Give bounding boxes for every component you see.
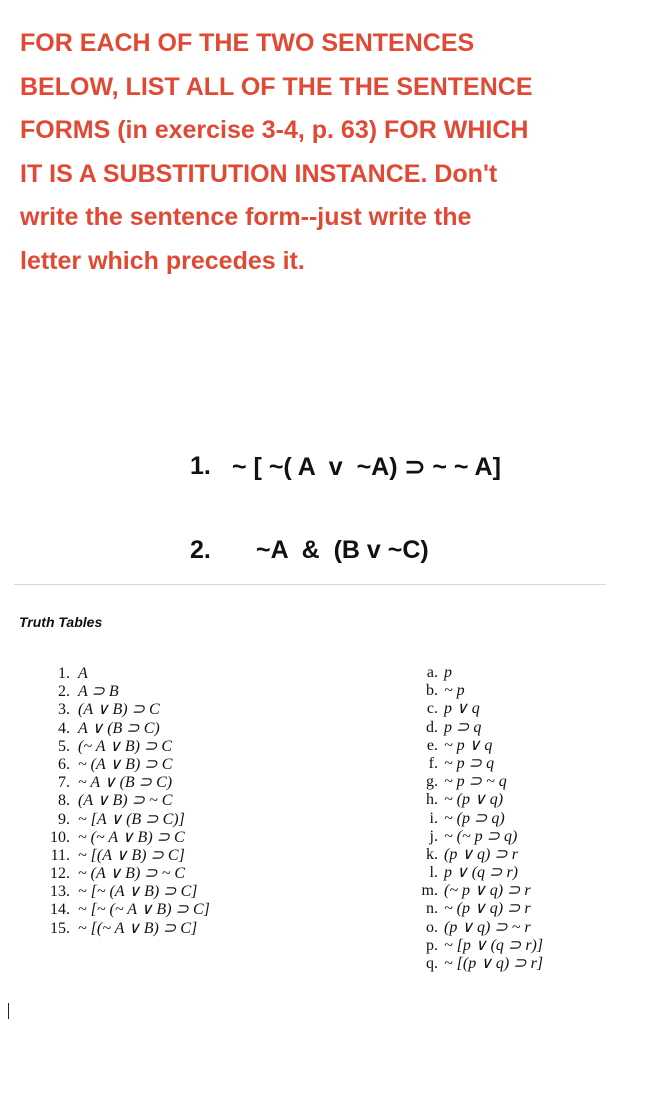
item-formula: ~ (p ∨ q) <box>444 791 504 809</box>
item-label: 14. <box>50 901 70 919</box>
item-label: b. <box>426 682 438 700</box>
item-label: 4. <box>58 719 70 737</box>
item-formula: ~ A ∨ (B ⊃ C) <box>78 774 173 792</box>
item-formula: ~ (p ∨ q) ⊃ r <box>444 900 531 918</box>
item-formula: A <box>78 665 88 682</box>
item-formula: ~ (p ⊃ q) <box>444 809 505 827</box>
item-formula: (p ∨ q) ⊃ r <box>444 845 518 863</box>
item-formula: ~ p <box>444 682 465 700</box>
item-label: 12. <box>50 865 70 883</box>
item-formula: p ∨ q <box>444 700 480 718</box>
instruction-line: BELOW, LIST ALL OF THE THE SENTENCE <box>20 72 533 101</box>
item-formula: (~ p ∨ q) ⊃ r <box>444 882 531 900</box>
item-formula: ~ p ⊃ ~ q <box>444 773 507 791</box>
instruction-line: write the sentence form--just write the <box>20 203 472 231</box>
truth-tables-heading: Truth Tables <box>19 614 103 630</box>
item-formula: A ∨ (B ⊃ C) <box>78 719 160 737</box>
item-formula: (A ∨ B) ⊃ C <box>78 701 160 719</box>
item-formula: A ⊃ B <box>78 683 119 701</box>
instructions <box>20 22 660 283</box>
item-formula: p ⊃ q <box>444 718 482 736</box>
item-label: 11. <box>50 846 70 864</box>
item-label: l. <box>429 864 438 882</box>
item-label: 10. <box>50 828 70 846</box>
item-formula: (~ A ∨ B) ⊃ C <box>78 737 173 755</box>
item-label: p. <box>426 936 438 954</box>
item-formula: ~ [~ (~ A ∨ B) ⊃ C] <box>78 901 210 919</box>
sentence-number: 2. <box>190 536 211 564</box>
item-label: h. <box>426 791 438 809</box>
item-formula: ~ [~ (A ∨ B) ⊃ C] <box>78 883 198 901</box>
item-formula: (p ∨ q) ⊃ ~ r <box>444 918 531 936</box>
item-label: i. <box>429 809 438 827</box>
sentence-text: ~A & (B v ~C) <box>256 536 429 564</box>
item-label: 7. <box>58 774 70 792</box>
item-formula: ~ p ⊃ q <box>444 754 495 772</box>
sentence-number: 1. <box>190 452 211 480</box>
item-label: 15. <box>50 919 70 937</box>
item-label: f. <box>428 754 438 772</box>
item-formula: ~ [(A ∨ B) ⊃ C] <box>78 846 185 864</box>
edge-mark <box>8 1003 9 1019</box>
item-label: m. <box>421 882 438 900</box>
item-formula: ~ [(~ A ∨ B) ⊃ C] <box>78 919 198 937</box>
instruction-line: IT IS A SUBSTITUTION INSTANCE. Don't <box>20 159 498 188</box>
item-label: g. <box>426 773 438 791</box>
sentence-2 <box>190 536 429 623</box>
item-formula: ~ p ∨ q <box>444 736 493 754</box>
instruction-line: letter which precedes it. <box>20 246 305 275</box>
item-label: q. <box>426 955 438 972</box>
sentence-text: ~ [ ~( A v ~A) ⊃ ~ ~ A] <box>232 453 501 481</box>
item-label: 13. <box>50 883 70 901</box>
item-formula: ~ (A ∨ B) ⊃ ~ C <box>78 865 186 883</box>
item-formula: ~ [(p ∨ q) ⊃ r] <box>444 955 544 972</box>
item-label: o. <box>426 918 438 936</box>
item-label: d. <box>426 718 438 736</box>
item-label: e. <box>426 736 438 754</box>
section-divider <box>14 584 606 585</box>
item-formula: (A ∨ B) ⊃ ~ C <box>78 792 173 810</box>
item-label: c. <box>426 700 438 718</box>
item-label: 1. <box>58 665 70 682</box>
item-formula: ~ [A ∨ (B ⊃ C)] <box>78 810 185 828</box>
item-label: 3. <box>58 701 70 719</box>
instruction-line: FORMS (in exercise 3-4, p. 63) FOR WHICH <box>20 116 529 144</box>
item-formula: ~ [p ∨ (q ⊃ r)] <box>444 936 544 954</box>
item-label: k. <box>426 845 438 863</box>
item-label: 5. <box>58 737 70 755</box>
item-formula: ~ (~ p ⊃ q) <box>444 827 518 845</box>
item-formula: ~ (~ A ∨ B) ⊃ C <box>78 828 185 846</box>
sentence-1 <box>190 452 501 539</box>
item-label: 8. <box>58 792 70 810</box>
item-label: 2. <box>58 683 70 701</box>
item-label: 6. <box>58 755 70 773</box>
item-formula: ~ (A ∨ B) ⊃ C <box>78 755 173 773</box>
item-label: j. <box>429 827 438 845</box>
item-formula: p <box>444 664 452 681</box>
item-label: a. <box>426 664 438 681</box>
item-label: n. <box>426 900 438 918</box>
instruction-line: FOR EACH OF THE TWO SENTENCES <box>20 29 475 57</box>
item-formula: p ∨ (q ⊃ r) <box>444 864 518 882</box>
item-label: 9. <box>58 810 70 828</box>
